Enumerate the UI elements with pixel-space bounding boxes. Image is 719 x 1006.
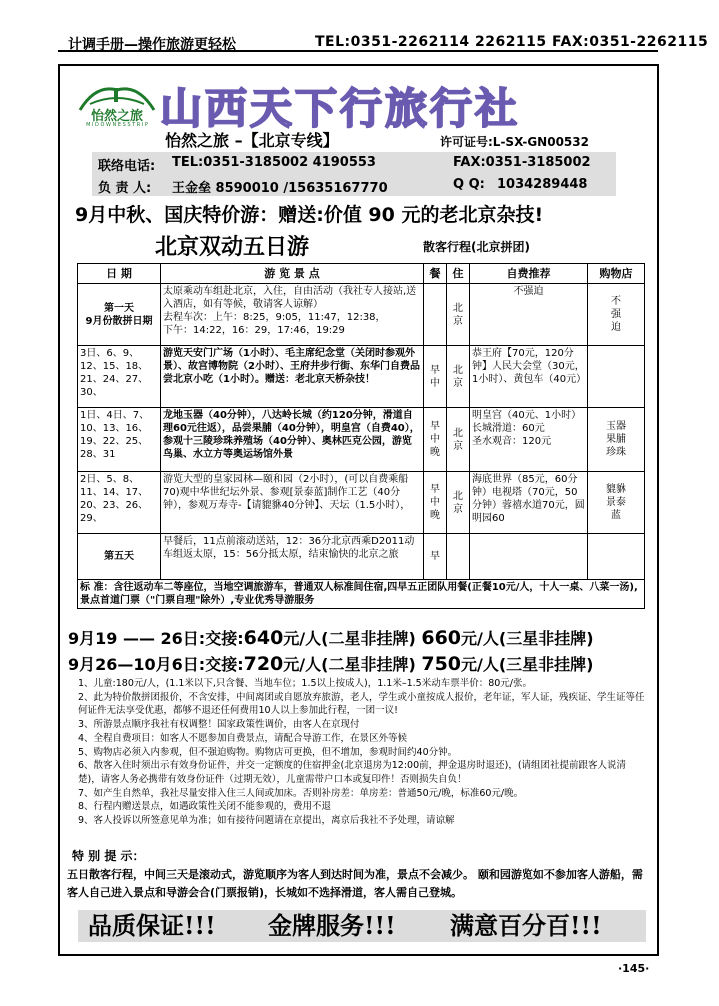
row-stay: 北 京 bbox=[447, 284, 470, 346]
contact-box bbox=[92, 152, 616, 196]
slogan-bar bbox=[78, 910, 646, 942]
row-shop bbox=[588, 534, 645, 580]
price-label: 交接: bbox=[205, 629, 244, 648]
table-header-row bbox=[78, 264, 645, 284]
table-row bbox=[78, 346, 645, 408]
special-note-title: 特 别 提 示： bbox=[72, 849, 145, 863]
row-date: 2日、5、8、11、14、17、20、23、26、29、 bbox=[78, 472, 161, 534]
row-spots: 游览天安门广场（1小时）、毛主席纪念堂（关闭时参观外景）、故宫博物院（2小时）、王府井步行街、东华门自费品尝北京小吃（1小时）。赠送：老北京天桥杂技！ bbox=[161, 346, 424, 408]
row-date: 第五天 bbox=[78, 534, 161, 580]
row-date: 3日、6、9、12、15、18、21、24、27、30、 bbox=[78, 346, 161, 408]
row-meal bbox=[424, 284, 447, 346]
col-header-optional: 自费推荐 bbox=[470, 264, 588, 284]
standard-row bbox=[78, 580, 645, 609]
row-shop: 不 强 迫 bbox=[588, 284, 645, 346]
row-shop bbox=[588, 346, 645, 408]
logo-caption: M I D O W N E S S T R I P bbox=[86, 122, 148, 128]
slogan-service: 金牌服务!!! bbox=[268, 911, 396, 940]
row-date: 第一天 9月份散拼日期 bbox=[78, 284, 161, 346]
row-optional: 不强迫 bbox=[470, 284, 588, 346]
row-spots: 龙地玉器（40分钟），八达岭长城（约120分钟，滑道自理60元往返），品尝果脯（40分钟），明皇宫（自费40），参观十三陵珍珠养殖场（40分钟）、奥林匹克公园，游览鸟巢、水立方等奥运场馆外景 bbox=[161, 408, 424, 472]
table-row bbox=[78, 534, 645, 580]
header-bar bbox=[58, 30, 709, 53]
col-header-stay: 住 bbox=[447, 264, 470, 284]
list-item: 1、儿童:180元/人，(1.1米以下,只含餐、当地车位；1.5以上按成人)，1.1米–1.5米动车票半价：80元/张。 bbox=[78, 678, 532, 689]
price-unit: 元/人(二星非挂牌) bbox=[283, 655, 416, 674]
price-unit: 元/人(三星非挂牌) bbox=[461, 655, 594, 674]
slogan-satisfaction: 满意百分百!!! bbox=[450, 911, 602, 940]
list-item: 7、如产生自然单，我社尽量安排入住三人间或加床。否则补房差：单房差：普通50元/晚，标准60元/晚。 bbox=[78, 787, 524, 799]
col-header-meal: 餐 bbox=[424, 264, 447, 284]
standard-text: 标 准：含往返动车二等座位，当地空调旅游车，普通双人标准间住宿,四早五正团队用餐(正餐10元/人，十人一桌、八菜一汤),景点首道门票（"门票自理"除外）,专业优秀导游服务 bbox=[78, 580, 645, 609]
terms-list bbox=[78, 677, 648, 828]
price-row-2 bbox=[68, 652, 594, 675]
price-label: 交接: bbox=[205, 655, 244, 674]
itinerary-table bbox=[77, 263, 645, 609]
phone-number: TEL:0351-3185002 4190553 bbox=[172, 155, 376, 170]
header-left-text: 计调手册—操作旅游更轻松 bbox=[68, 37, 236, 53]
row-optional bbox=[470, 534, 588, 580]
slogan-quality: 品质保证!!! bbox=[88, 911, 216, 940]
row-optional: 明皇宫（40元、1小时）长城滑道：60元 圣水观音：120元 bbox=[470, 408, 588, 472]
list-item: 5、购物店必须入内参观，但不强迫购物。购物店可更换，但不增加，参观时间约40分钟。 bbox=[78, 746, 458, 758]
price-row-1 bbox=[68, 626, 594, 649]
list-item: 2、此为特价散拼团报价，不含安排，中间离团或自愿放弃旅游，老人，学生或小童按成人报价，老年证，军人证，残疾证、学生证等任何证件无法享受优惠，都够不退还任何费用10人以上参加此行程，一团一议! bbox=[78, 691, 645, 717]
row-stay bbox=[447, 534, 470, 580]
tour-title: 北京双动五日游 bbox=[155, 235, 310, 260]
row-date: 1日、4日、7、10、13、16、19、22、25、28、31 bbox=[78, 408, 161, 472]
col-header-spots: 游 览 景 点 bbox=[161, 264, 424, 284]
col-header-shop: 购物店 bbox=[588, 264, 645, 284]
table-row bbox=[78, 408, 645, 472]
phone-label: 联络电话: bbox=[98, 159, 156, 174]
row-shop: 玉器 果脯 珍珠 bbox=[588, 408, 645, 472]
list-item: 6、散客入住时须出示有效身份证件，并交一定额度的住宿押金(北京退房为12:00前，押金退房时退还)，(请组团社提前跟客人说清楚)，请客人务必携带有效身份证件（过期无效），儿童需带户口本或复印件！否则损失自负！ bbox=[78, 760, 627, 785]
header-right-text: TEL:0351-2262114 2262115 FAX:0351-2262115 bbox=[315, 34, 709, 50]
col-header-date: 日 期 bbox=[78, 264, 161, 284]
permit-number: 许可证号:L-SX-GN00532 bbox=[440, 135, 589, 149]
qq-label: Q Q: bbox=[453, 177, 485, 192]
price-value: 660 bbox=[421, 627, 462, 649]
row-shop: 貔貅 景泰 蓝 bbox=[588, 472, 645, 534]
price-period: 9月19 —— 26日: bbox=[68, 629, 206, 648]
company-name: 山西天下行旅行社 bbox=[160, 84, 521, 133]
list-item: 3、所游景点顺序我社有权调整！国家政策性调价，由客人在京现付 bbox=[78, 719, 360, 731]
price-value: 720 bbox=[243, 653, 284, 675]
special-note-text: 五日散客行程，中间三天是滚动式，游览顺序为客人到达时间为准，景点不会减少。 颐和园游览如不参加客人游船，需客人自己进入景点和导游会合(门票报销)，长城如不选择滑道，客人需自己登城。 bbox=[67, 868, 643, 899]
list-item: 4、全程自费项目：如客人不愿参加自费景点，请配合导游工作，在景区外等候 bbox=[78, 732, 408, 744]
row-stay: 北 京 bbox=[447, 408, 470, 472]
row-stay: 北 京 bbox=[447, 472, 470, 534]
row-optional: 恭王府【70元，120分钟】人民大会堂（30元，1小时）、黄包车（40元） bbox=[470, 346, 588, 408]
price-period: 9月26—10月6日: bbox=[68, 655, 206, 674]
tour-type: 散客行程(北京拼团) bbox=[423, 240, 530, 254]
row-spots: 游览大型的皇家园林—颐和园（2小时），(可以自费乘船70)观中华世纪坛外景、参观[景泰蓝]制作工艺（40分钟），参观万寿寺-【请貔貅40分钟】、天坛（1.5小时）， bbox=[161, 472, 424, 534]
qq-number: 1034289448 bbox=[497, 177, 588, 192]
price-value: 750 bbox=[421, 653, 462, 675]
fax-number: FAX:0351-3185002 bbox=[453, 155, 591, 170]
row-stay: 北 京 bbox=[447, 346, 470, 408]
row-meal: 早 中 晚 bbox=[424, 472, 447, 534]
row-meal: 早 中 晚 bbox=[424, 408, 447, 472]
row-spots: 太原乘动车组赴北京，入住，自由活动（我社专人接站,送入酒店，如有等候，敬请客人谅解） 去程车次：上午：8:25，9:05，11:47，12:38， 下午：14:22，16：29，17:46，19:29 bbox=[161, 284, 424, 346]
manager-label: 负 责 人: bbox=[98, 181, 152, 196]
list-item: 9、客人投诉以所签意见单为准；如有接待问题请在京提出，离京后我社不予处理，请谅解 bbox=[78, 815, 455, 827]
brand-line: 怡然之旅 –【北京专线】 bbox=[165, 131, 339, 150]
list-item: 8、行程内赠送景点，如遇政策性关闭不能参观的，费用不退 bbox=[78, 801, 332, 813]
logo-text: 怡然之旅 bbox=[90, 109, 144, 124]
row-optional: 海底世界（85元，60分钟）电视塔（70元，50分钟）蓉禧水道70元，圆明园60 bbox=[470, 472, 588, 534]
table-row bbox=[78, 284, 645, 346]
promo-banner: 9月中秋、国庆特价游：赠送:价值 90 元的老北京杂技! bbox=[75, 204, 544, 226]
manager-contact: 王金垒 8590010 /15635167770 bbox=[172, 181, 388, 196]
page-number: ·145· bbox=[618, 962, 650, 975]
row-spots: 早餐后，11点前滚动送站，12：36分北京西乘D2011动车组返太原，15：56分抵太原，结束愉快的北京之旅 bbox=[161, 534, 424, 580]
row-meal: 早 中 bbox=[424, 346, 447, 408]
company-logo bbox=[76, 80, 158, 136]
row-meal: 早 bbox=[424, 534, 447, 580]
price-value: 640 bbox=[243, 627, 284, 649]
price-unit: 元/人(二星非挂牌) bbox=[283, 629, 416, 648]
price-unit: 元/人(三星非挂牌) bbox=[461, 629, 594, 648]
table-row bbox=[78, 472, 645, 534]
